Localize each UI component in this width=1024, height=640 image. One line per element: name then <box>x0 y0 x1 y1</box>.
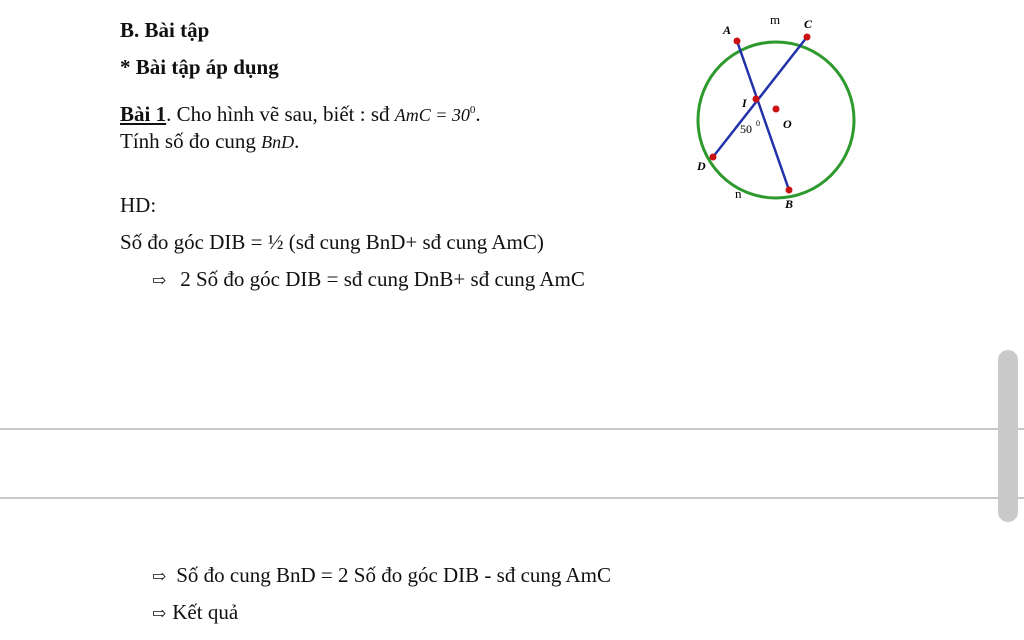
label-a: A <box>723 23 732 37</box>
chord-cd <box>713 37 807 157</box>
hint-line4-text: Kết quả <box>172 600 239 624</box>
hint-line2 <box>152 266 585 294</box>
section-subtitle: * Bài tập áp dụng <box>120 55 279 79</box>
problem-statement-line1 <box>120 97 481 128</box>
point-b <box>786 187 793 194</box>
circle-figure <box>690 10 870 215</box>
hint-line1: Số đo góc DIB = ½ (sđ cung BnD+ sđ cung AmC) <box>120 230 544 254</box>
hint-line4 <box>152 599 238 627</box>
label-o: O <box>783 117 792 131</box>
label-b: B <box>785 197 794 211</box>
circle-outline <box>698 42 854 198</box>
problem-label: Bài 1 <box>120 102 167 126</box>
problem-question: Tính số đo cung <box>120 129 262 153</box>
label-m: m <box>770 12 781 27</box>
problem-statement-line2 <box>120 128 299 155</box>
page-separator-top <box>0 428 1024 430</box>
hint-line2-text: 2 Số đo góc DIB = sđ cung DnB+ sđ cung AmC <box>180 267 585 291</box>
problem-text: . Cho hình vẽ sau, biết : sđ <box>166 102 395 126</box>
scrollbar-thumb[interactable] <box>998 350 1018 522</box>
question-end: . <box>294 129 300 153</box>
section-title: B. Bài tập <box>120 18 210 42</box>
point-d <box>710 154 717 161</box>
arc-given: AmC <box>394 105 431 125</box>
point-c <box>804 34 811 41</box>
arrow-icon: ⇨ <box>152 567 167 586</box>
label-c: C <box>804 17 813 31</box>
point-o <box>773 106 780 113</box>
arrow-icon: ⇨ <box>152 271 167 290</box>
page-separator-bottom <box>0 497 1024 499</box>
hint-label: HD: <box>120 193 157 217</box>
problem-end: . <box>475 102 481 126</box>
angle-label: 50 <box>740 122 752 136</box>
degree-mark: 0 <box>469 104 476 116</box>
label-n: n <box>735 186 742 201</box>
hint-line3-text: Số đo cung BnD = 2 Số đo góc DIB - sđ cung AmC <box>176 563 612 587</box>
arrow-icon: ⇨ <box>152 604 167 623</box>
arc-value: = 30 <box>430 105 470 125</box>
hint-line3 <box>152 562 611 590</box>
angle-degree: 0 <box>756 119 760 128</box>
label-i: I <box>742 96 747 110</box>
label-d: D <box>697 159 706 173</box>
arc-find: BnD <box>261 132 295 152</box>
point-a <box>734 38 741 45</box>
point-i <box>753 96 760 103</box>
